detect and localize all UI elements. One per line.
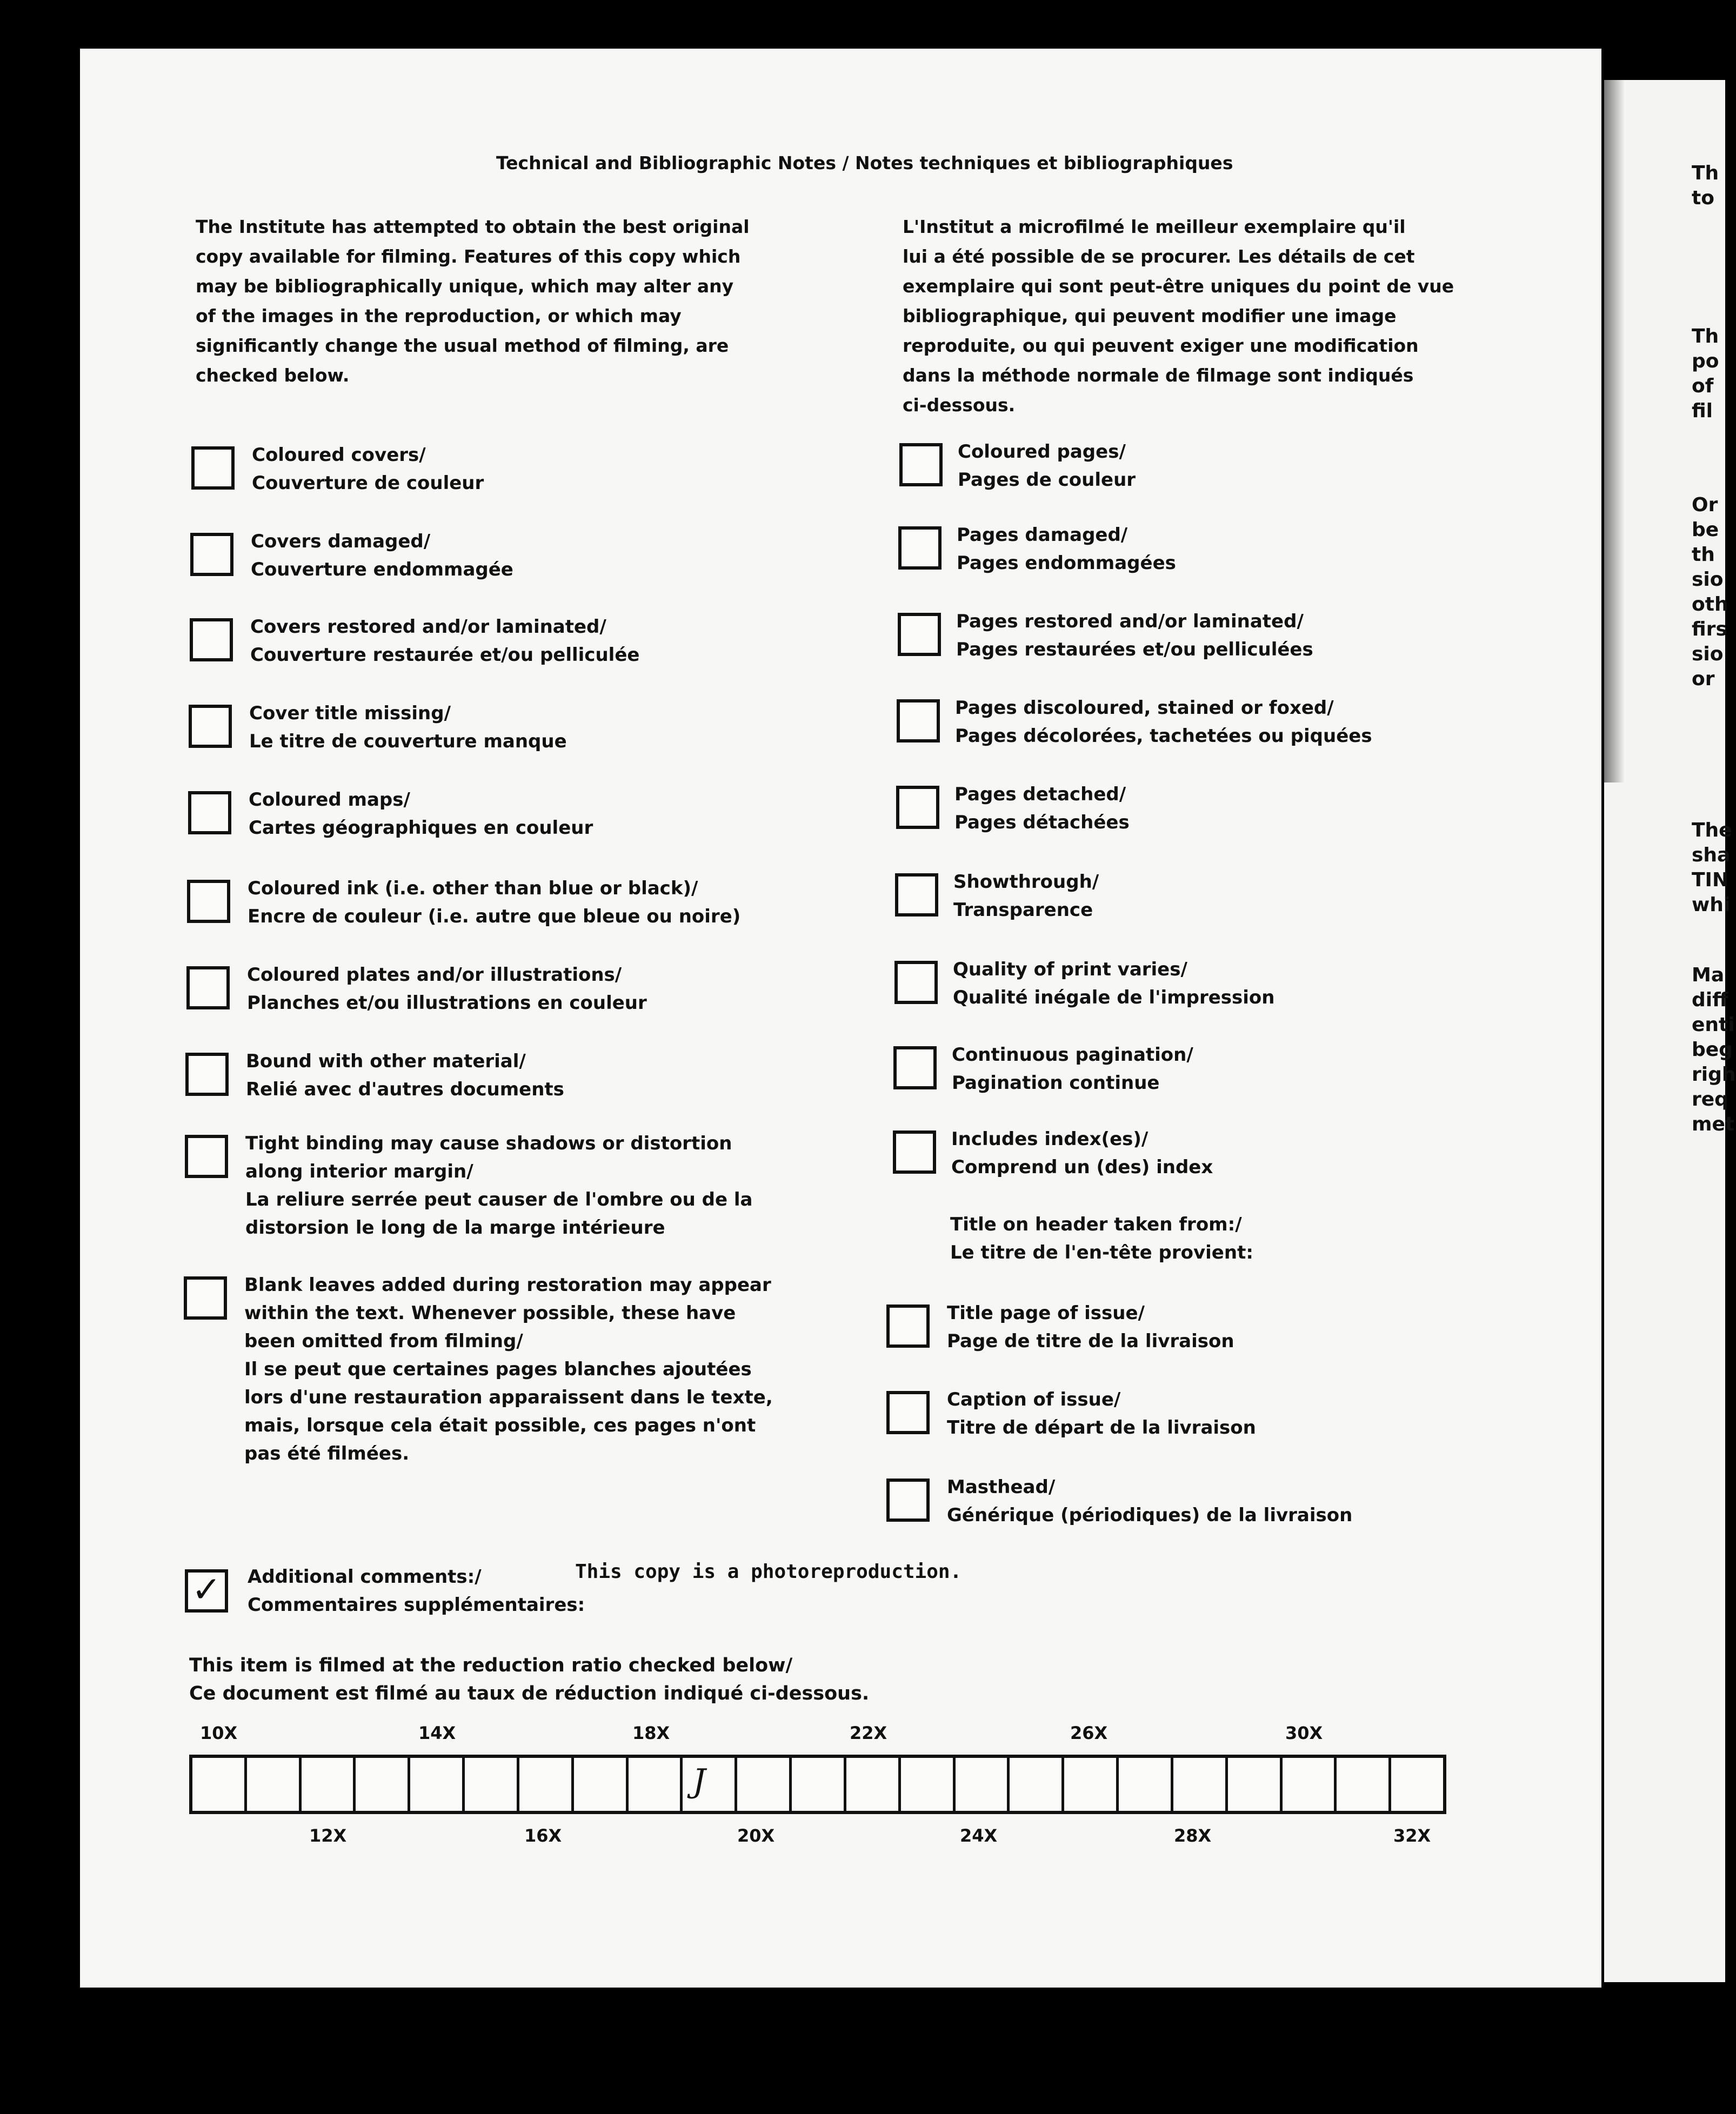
right-checkbox-2[interactable] — [898, 613, 941, 656]
left-item-line: Cover title missing/ — [249, 703, 451, 724]
left-item-label-2 — [250, 613, 639, 669]
left-item-line: Couverture endommagée — [251, 559, 513, 580]
left-item-line: Coloured maps/ — [249, 789, 410, 811]
right2-checkbox-2[interactable] — [886, 1479, 930, 1522]
adjacent-page-line: met — [1692, 1113, 1735, 1135]
left-item-label-0 — [252, 441, 484, 497]
ratio-top-label: 14X — [418, 1723, 456, 1743]
ratio-cell[interactable] — [247, 1758, 302, 1811]
ratio-cell[interactable] — [901, 1758, 956, 1811]
left-item-line: Tight binding may cause shadows or distortion — [245, 1133, 732, 1154]
ratio-cell[interactable] — [629, 1758, 683, 1811]
right-checkbox-8[interactable] — [893, 1130, 936, 1174]
left-checkbox-6[interactable] — [186, 966, 230, 1009]
right-checkbox-6[interactable] — [894, 961, 938, 1004]
ratio-cell[interactable] — [846, 1758, 901, 1811]
right-item-line: Coloured pages/ — [958, 441, 1126, 463]
left-item-label-8 — [245, 1129, 752, 1242]
right-checkbox-1[interactable] — [898, 526, 942, 570]
adjacent-page-line: Or — [1692, 494, 1718, 516]
ratio-bottom-label: 12X — [309, 1825, 347, 1846]
ratio-cell[interactable] — [737, 1758, 792, 1811]
intro-en-line: significantly change the usual method of filming, are — [196, 335, 729, 356]
left-checkbox-7[interactable] — [185, 1053, 229, 1096]
ratio-cell[interactable] — [574, 1758, 629, 1811]
left-item-label-3 — [249, 699, 567, 755]
additional-comments-fr: Commentaires supplémentaires: — [248, 1594, 585, 1616]
right2-item-line: Page de titre de la livraison — [947, 1330, 1234, 1352]
left-item-label-1 — [251, 527, 513, 584]
left-item-line: Relié avec d'autres documents — [246, 1079, 564, 1100]
intro-french — [903, 212, 1454, 420]
left-item-label-4 — [249, 786, 593, 842]
adjacent-page-line: Th — [1692, 162, 1719, 184]
adjacent-page-line: fil — [1692, 400, 1713, 422]
right-item-line: Comprend un (des) index — [951, 1156, 1213, 1178]
ratio-cell[interactable] — [1228, 1758, 1283, 1811]
adjacent-page-line: sha — [1692, 844, 1731, 866]
left-item-line: within the text. Whenever possible, these have — [244, 1302, 736, 1324]
right-item-label-6 — [953, 955, 1275, 1012]
page-gutter-shadow — [1604, 80, 1625, 782]
right-item-label-3 — [955, 694, 1372, 750]
ratio-cell[interactable] — [1010, 1758, 1064, 1811]
adjacent-page-line: req — [1692, 1088, 1728, 1110]
right-item-line: Quality of print varies/ — [953, 959, 1187, 980]
intro-fr-line: dans la méthode normale de filmage sont indiqués — [903, 365, 1414, 386]
adjacent-page-line: to — [1692, 187, 1714, 209]
ratio-cell[interactable] — [1119, 1758, 1173, 1811]
right-item-line: Includes index(es)/ — [951, 1128, 1149, 1150]
ratio-cell[interactable] — [792, 1758, 846, 1811]
reduction-line-en: This item is filmed at the reduction ratio checked below/ — [189, 1655, 793, 1676]
ratio-bottom-label: 28X — [1174, 1825, 1212, 1846]
right-item-line: Pages damaged/ — [957, 524, 1128, 546]
adjacent-page-paragraph — [1692, 818, 1732, 918]
adjacent-page-line: sio — [1692, 643, 1724, 665]
adjacent-page-paragraph — [1692, 324, 1719, 424]
adjacent-page-line: be — [1692, 519, 1719, 541]
header-source-fr: Le titre de l'en-tête provient: — [950, 1242, 1253, 1263]
ratio-bottom-label: 20X — [737, 1825, 775, 1846]
left-item-line: Couverture restaurée et/ou pelliculée — [250, 644, 640, 666]
left-checkbox-9[interactable] — [184, 1276, 227, 1320]
adjacent-page-line: Th — [1692, 325, 1719, 347]
left-item-line: Coloured plates and/or illustrations/ — [247, 964, 622, 986]
right2-item-line: Masthead/ — [947, 1476, 1056, 1498]
left-item-line: distorsion le long de la marge intérieure — [245, 1217, 665, 1239]
right-item-label-7 — [952, 1041, 1193, 1097]
ratio-bottom-label: 24X — [960, 1825, 998, 1846]
right2-item-line: Caption of issue/ — [947, 1389, 1121, 1410]
adjacent-page-line: whi — [1692, 894, 1731, 916]
intro-en-line: of the images in the reproduction, or which may — [196, 305, 682, 326]
adjacent-page-paragraph — [1692, 493, 1728, 692]
right2-item-label-2 — [947, 1473, 1352, 1529]
adjacent-page-line: th — [1692, 544, 1715, 566]
left-item-label-5 — [248, 874, 740, 931]
reduction-label — [189, 1651, 869, 1708]
right-item-line: Pages de couleur — [958, 469, 1136, 491]
right-item-label-2 — [956, 607, 1313, 664]
right-item-line: Pages discoloured, stained or foxed/ — [955, 697, 1334, 719]
adjacent-page-line: TIN — [1692, 869, 1729, 891]
adjacent-page-line: diff — [1692, 989, 1728, 1011]
right-item-line: Continuous pagination/ — [952, 1044, 1193, 1066]
additional-comments-en: Additional comments:/ — [248, 1566, 482, 1588]
left-checkbox-5[interactable] — [187, 880, 230, 923]
adjacent-page-line: firs — [1692, 618, 1727, 640]
left-item-label-7 — [246, 1047, 564, 1103]
intro-english — [196, 212, 750, 390]
left-item-line: pas été filmées. — [244, 1443, 410, 1464]
intro-en-line: checked below. — [196, 365, 350, 386]
ratio-bottom-label: 32X — [1393, 1825, 1431, 1846]
ratio-cell[interactable] — [956, 1758, 1010, 1811]
additional-comments-label — [248, 1563, 585, 1619]
right2-item-line: Title page of issue/ — [947, 1302, 1145, 1324]
adjacent-page-line: sio — [1692, 568, 1724, 591]
left-checkbox-8[interactable] — [185, 1135, 228, 1178]
right-item-line: Qualité inégale de l'impression — [953, 987, 1275, 1008]
right-item-line: Showthrough/ — [953, 871, 1099, 893]
left-item-line: Planches et/ou illustrations en couleur — [247, 992, 647, 1014]
ratio-cell[interactable] — [1337, 1758, 1391, 1811]
ratio-bottom-label: 16X — [524, 1825, 562, 1846]
right2-item-label-0 — [947, 1299, 1234, 1355]
ratio-top-label: 18X — [632, 1723, 670, 1743]
adjacent-page-line: of — [1692, 375, 1714, 397]
right-checkbox-7[interactable] — [893, 1046, 937, 1089]
left-item-line: along interior margin/ — [245, 1161, 473, 1182]
intro-fr-line: exemplaire qui sont peut-être uniques du point de vue — [903, 276, 1454, 297]
right2-item-line: Générique (périodiques) de la livraison — [947, 1504, 1353, 1526]
ratio-cell[interactable] — [519, 1758, 574, 1811]
left-item-line: Covers damaged/ — [251, 531, 431, 552]
intro-fr-line: ci-dessous. — [903, 394, 1016, 416]
left-item-line: Coloured covers/ — [252, 444, 426, 466]
ratio-cell[interactable] — [356, 1758, 410, 1811]
intro-fr-line: lui a été possible de se procurer. Les détails de cet — [903, 246, 1415, 267]
right-item-line: Pages décolorées, tachetées ou piquées — [955, 725, 1372, 747]
header-source-en: Title on header taken from:/ — [950, 1214, 1242, 1235]
intro-fr-line: reproduite, ou qui peuvent exiger une modification — [903, 335, 1419, 356]
intro-fr-line: bibliographique, qui peuvent modifier une image — [903, 305, 1397, 326]
ratio-cell[interactable] — [465, 1758, 519, 1811]
right-item-line: Pages detached/ — [954, 784, 1126, 805]
right-item-line: Pages détachées — [954, 812, 1130, 833]
right2-item-label-1 — [947, 1386, 1256, 1442]
ratio-cell[interactable] — [302, 1758, 356, 1811]
adjacent-page-paragraph — [1692, 161, 1719, 211]
left-item-line: mais, lorsque cela était possible, ces pages n'ont — [244, 1415, 756, 1436]
left-checkbox-2[interactable] — [190, 618, 233, 661]
right-item-label-5 — [953, 868, 1099, 924]
ratio-top-label: 22X — [850, 1723, 887, 1743]
ratio-top-label: 10X — [200, 1723, 238, 1743]
left-item-line: Il se peut que certaines pages blanches ajoutées — [244, 1359, 752, 1380]
right-item-line: Pages endommagées — [957, 552, 1176, 574]
adjacent-page-line: Ma — [1692, 964, 1725, 986]
page-title: Technical and Bibliographic Notes / Notes techniques et bibliographiques — [496, 152, 1233, 173]
intro-en-line: The Institute has attempted to obtain the best original — [196, 216, 750, 237]
right-checkbox-5[interactable] — [895, 873, 938, 916]
additional-comments-checkbox[interactable] — [185, 1569, 228, 1613]
ratio-cell[interactable] — [1173, 1758, 1228, 1811]
right-item-line: Pagination continue — [952, 1072, 1160, 1094]
left-checkbox-1[interactable] — [190, 533, 233, 576]
ratio-top-label: 30X — [1285, 1723, 1323, 1743]
left-item-line: Cartes géographiques en couleur — [249, 817, 593, 839]
left-item-line: Le titre de couverture manque — [249, 731, 567, 752]
reduction-line-fr: Ce document est filmé au taux de réduction indiqué ci-dessous. — [189, 1683, 870, 1704]
right2-item-line: Titre de départ de la livraison — [947, 1417, 1256, 1439]
right-checkbox-3[interactable] — [897, 699, 940, 742]
adjacent-page-line: or — [1692, 668, 1715, 690]
right-item-label-8 — [951, 1125, 1213, 1181]
left-item-line: Blank leaves added during restoration may appear — [244, 1274, 771, 1296]
ratio-cell[interactable] — [1391, 1758, 1443, 1811]
left-item-label-9 — [244, 1271, 773, 1468]
adjacent-page-line: righ — [1692, 1063, 1736, 1086]
intro-en-line: copy available for filming. Features of this copy which — [196, 246, 741, 267]
left-item-line: Covers restored and/or laminated/ — [250, 616, 606, 638]
left-item-line: La reliure serrée peut causer de l'ombre ou de la — [245, 1189, 753, 1210]
intro-en-line: may be bibliographically unique, which may alter any — [196, 276, 734, 297]
adjacent-page-line: The — [1692, 819, 1732, 841]
additional-comment-text: This copy is a photoreproduction. — [575, 1561, 962, 1583]
right-checkbox-0[interactable] — [899, 443, 943, 486]
ratio-cell[interactable] — [192, 1758, 247, 1811]
right-item-label-1 — [957, 521, 1176, 577]
ratio-mark: J — [692, 1762, 706, 1800]
right-item-line: Pages restaurées et/ou pelliculées — [956, 639, 1313, 660]
left-checkbox-3[interactable] — [189, 705, 232, 748]
left-item-label-6 — [247, 961, 647, 1017]
adjacent-page-line: beg — [1692, 1039, 1733, 1061]
left-item-line: Bound with other material/ — [246, 1051, 526, 1072]
ratio-cell[interactable] — [410, 1758, 465, 1811]
ratio-cell[interactable] — [1283, 1758, 1337, 1811]
left-item-line: lors d'une restauration apparaissent dans le texte, — [244, 1387, 773, 1408]
right-item-line: Transparence — [953, 899, 1093, 921]
ratio-top-label: 26X — [1070, 1723, 1108, 1743]
checkmark-icon: ✓ — [191, 1569, 222, 1610]
adjacent-page-line: po — [1692, 350, 1719, 372]
left-item-line: Couverture de couleur — [252, 472, 484, 494]
right2-checkbox-1[interactable] — [886, 1391, 930, 1434]
right-item-label-0 — [958, 438, 1136, 494]
intro-fr-line: L'Institut a microfilmé le meilleur exemplaire qu'il — [903, 216, 1406, 237]
reduction-ratio-grid — [189, 1755, 1446, 1814]
left-checkbox-4[interactable] — [188, 791, 231, 834]
header-source-label — [950, 1210, 1253, 1267]
ratio-cell[interactable] — [683, 1758, 737, 1811]
adjacent-page-paragraph — [1692, 963, 1736, 1137]
ratio-cell[interactable] — [1064, 1758, 1119, 1811]
adjacent-page-line: enti — [1692, 1014, 1735, 1036]
adjacent-page-line: oth — [1692, 593, 1728, 616]
left-item-line: been omitted from filming/ — [244, 1330, 523, 1352]
right2-checkbox-0[interactable] — [886, 1304, 930, 1348]
left-checkbox-0[interactable] — [191, 446, 235, 490]
right-item-line: Pages restored and/or laminated/ — [956, 611, 1304, 632]
left-item-line: Coloured ink (i.e. other than blue or black)/ — [248, 878, 698, 899]
right-checkbox-4[interactable] — [896, 786, 939, 829]
right-item-label-4 — [954, 780, 1130, 837]
left-item-line: Encre de couleur (i.e. autre que bleue ou noire) — [248, 906, 741, 927]
